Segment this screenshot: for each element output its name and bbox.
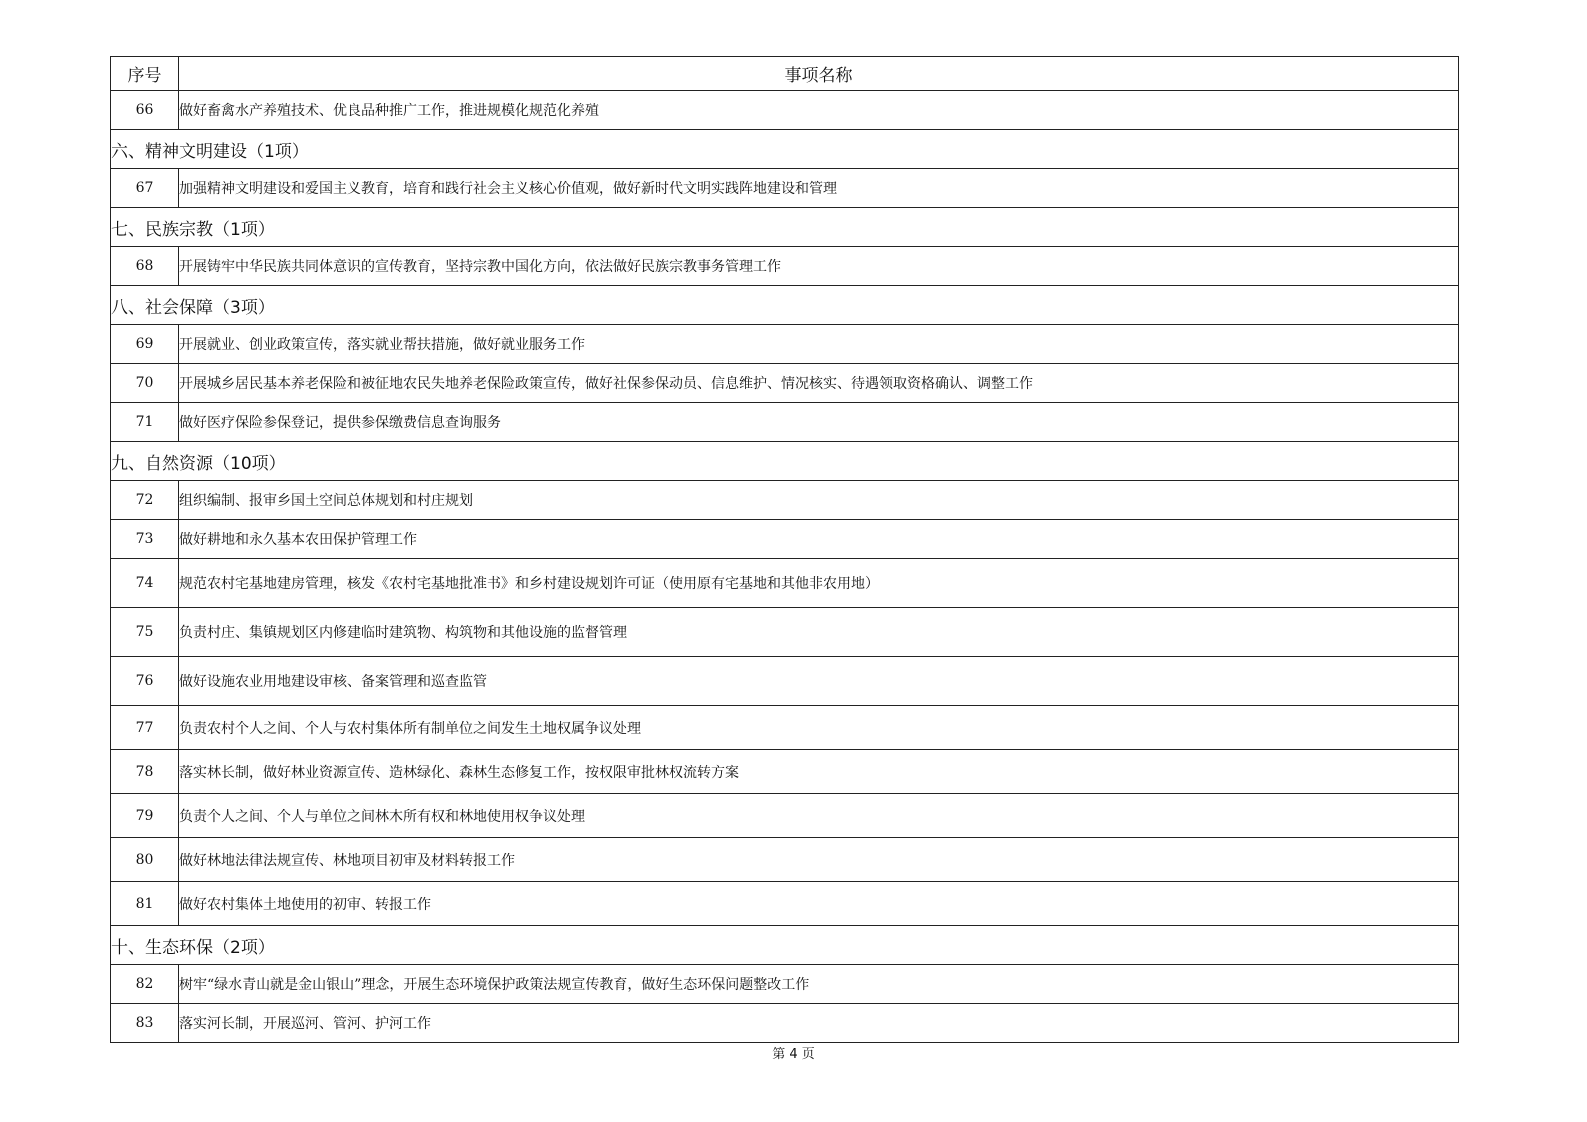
row-item-name: 落实河长制，开展巡河、管河、护河工作 [179, 1004, 1459, 1043]
table-row [111, 706, 1459, 750]
table-row [111, 403, 1459, 442]
row-serial-number: 75 [111, 608, 179, 657]
table-row [111, 882, 1459, 926]
section-title: 七、民族宗教（1项） [111, 208, 1459, 247]
section-header-row [111, 208, 1459, 247]
table-row [111, 608, 1459, 657]
section-header-row [111, 286, 1459, 325]
items-table [110, 56, 1459, 1043]
table-row [111, 1004, 1459, 1043]
section-title: 六、精神文明建设（1项） [111, 130, 1459, 169]
row-item-name: 做好耕地和永久基本农田保护管理工作 [179, 520, 1459, 559]
row-serial-number: 83 [111, 1004, 179, 1043]
row-item-name: 开展城乡居民基本养老保险和被征地农民失地养老保险政策宣传，做好社保参保动员、信息维护、情况核实、待遇领取资格确认、调整工作 [179, 364, 1459, 403]
row-item-name: 落实林长制，做好林业资源宣传、造林绿化、森林生态修复工作，按权限审批林权流转方案 [179, 750, 1459, 794]
row-serial-number: 77 [111, 706, 179, 750]
table-row [111, 965, 1459, 1004]
section-header-row [111, 926, 1459, 965]
table-row [111, 481, 1459, 520]
row-serial-number: 68 [111, 247, 179, 286]
row-item-name: 树牢“绿水青山就是金山银山”理念，开展生态环境保护政策法规宣传教育，做好生态环保问题整改工作 [179, 965, 1459, 1004]
row-serial-number: 72 [111, 481, 179, 520]
section-header-row [111, 442, 1459, 481]
row-item-name: 开展铸牢中华民族共同体意识的宣传教育，坚持宗教中国化方向，依法做好民族宗教事务管理工作 [179, 247, 1459, 286]
row-serial-number: 67 [111, 169, 179, 208]
row-serial-number: 79 [111, 794, 179, 838]
row-item-name: 开展就业、创业政策宣传，落实就业帮扶措施，做好就业服务工作 [179, 325, 1459, 364]
row-serial-number: 73 [111, 520, 179, 559]
table-header-row [111, 57, 1459, 91]
table-row [111, 325, 1459, 364]
row-item-name: 规范农村宅基地建房管理，核发《农村宅基地批准书》和乡村建设规划许可证（使用原有宅基地和其他非农用地） [179, 559, 1459, 608]
row-serial-number: 66 [111, 91, 179, 130]
table-body [111, 91, 1459, 1043]
table-row [111, 559, 1459, 608]
row-serial-number: 71 [111, 403, 179, 442]
row-item-name: 负责个人之间、个人与单位之间林木所有权和林地使用权争议处理 [179, 794, 1459, 838]
row-item-name: 做好林地法律法规宣传、林地项目初审及材料转报工作 [179, 838, 1459, 882]
page-number: 第 4 页 [772, 1047, 815, 1062]
row-serial-number: 78 [111, 750, 179, 794]
section-title: 十、生态环保（2项） [111, 926, 1459, 965]
table-row [111, 838, 1459, 882]
table-row [111, 247, 1459, 286]
row-item-name: 加强精神文明建设和爱国主义教育，培育和践行社会主义核心价值观，做好新时代文明实践阵地建设和管理 [179, 169, 1459, 208]
table-row [111, 520, 1459, 559]
row-serial-number: 76 [111, 657, 179, 706]
row-item-name: 组织编制、报审乡国土空间总体规划和村庄规划 [179, 481, 1459, 520]
header-serial-number: 序号 [111, 57, 179, 91]
table-row [111, 750, 1459, 794]
row-serial-number: 74 [111, 559, 179, 608]
header-item-name: 事项名称 [179, 57, 1459, 91]
section-title: 八、社会保障（3项） [111, 286, 1459, 325]
table-row [111, 794, 1459, 838]
table-row [111, 169, 1459, 208]
table-row [111, 91, 1459, 130]
row-item-name: 负责农村个人之间、个人与农村集体所有制单位之间发生土地权属争议处理 [179, 706, 1459, 750]
row-item-name: 做好农村集体土地使用的初审、转报工作 [179, 882, 1459, 926]
row-serial-number: 70 [111, 364, 179, 403]
section-header-row [111, 130, 1459, 169]
row-serial-number: 82 [111, 965, 179, 1004]
row-serial-number: 69 [111, 325, 179, 364]
row-item-name: 负责村庄、集镇规划区内修建临时建筑物、构筑物和其他设施的监督管理 [179, 608, 1459, 657]
row-item-name: 做好畜禽水产养殖技术、优良品种推广工作，推进规模化规范化养殖 [179, 91, 1459, 130]
table-row [111, 364, 1459, 403]
section-title: 九、自然资源（10项） [111, 442, 1459, 481]
row-serial-number: 81 [111, 882, 179, 926]
row-serial-number: 80 [111, 838, 179, 882]
row-item-name: 做好医疗保险参保登记，提供参保缴费信息查询服务 [179, 403, 1459, 442]
table-row [111, 657, 1459, 706]
row-item-name: 做好设施农业用地建设审核、备案管理和巡查监管 [179, 657, 1459, 706]
